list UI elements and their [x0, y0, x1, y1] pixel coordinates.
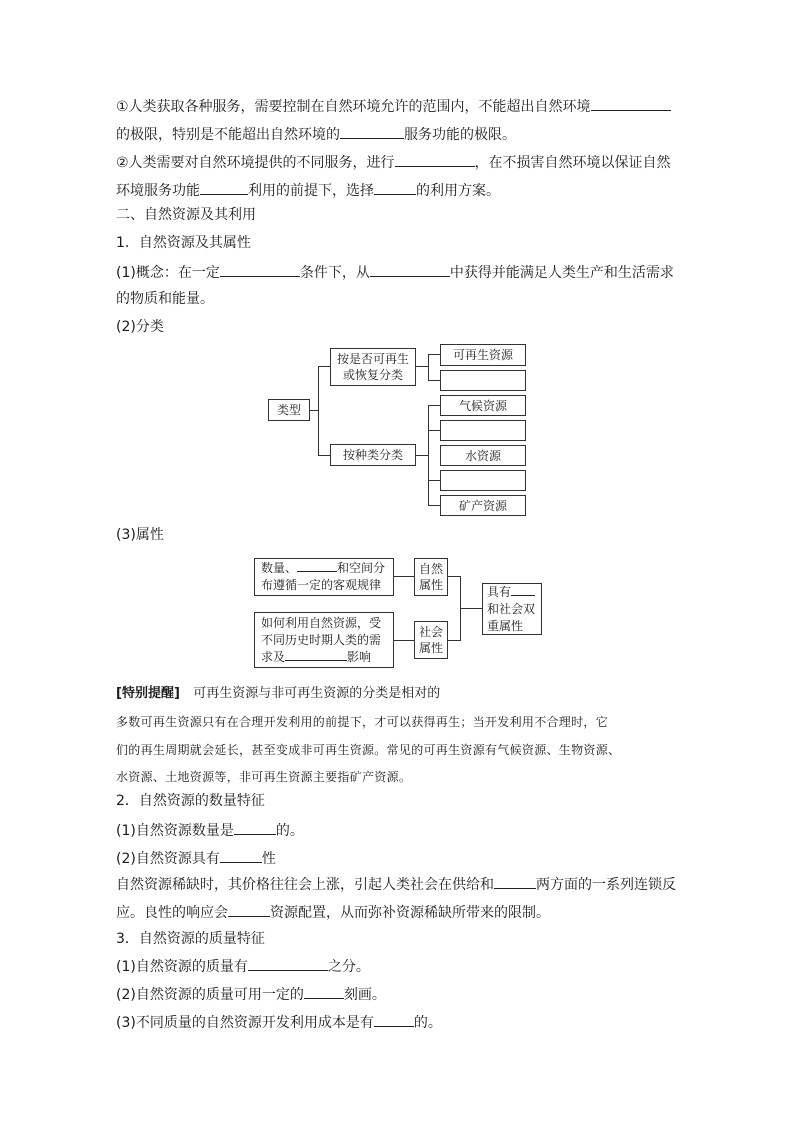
text: 的利用方案。 — [416, 183, 500, 199]
text: (3)不同质量的自然资源开发利用成本是有 — [116, 1015, 374, 1031]
text: 中获得并能满足人类生产和生活需求 — [449, 265, 674, 281]
quantity-1 — [116, 820, 304, 840]
text: (2)自然资源具有 — [116, 851, 220, 867]
fill-blank[interactable] — [220, 848, 262, 863]
text: 属性 — [418, 641, 443, 655]
natural-attr-box — [414, 558, 448, 596]
text: (1)自然资源数量是 — [116, 823, 234, 839]
quantity-3-line-2 — [116, 902, 550, 922]
connector — [428, 405, 429, 506]
branch-type-box: 按种类分类 — [330, 444, 416, 466]
tip-line-3: 水资源、土地资源等，非可再生资源主要指矿产资源。 — [116, 770, 412, 784]
text: 或恢复分类 — [342, 368, 403, 382]
connector — [448, 576, 460, 577]
connector — [318, 455, 330, 456]
connector — [428, 430, 440, 431]
section-heading: 二、自然资源及其利用 — [116, 207, 256, 223]
tip-line-2: 们的再生周期就会延长，甚至变成非可再生资源。常见的可再生资源有气候资源、生物资源、 — [116, 743, 621, 757]
leaf-box: 水资源 — [440, 445, 526, 466]
paragraph-2-line-2 — [116, 180, 500, 200]
connector — [318, 366, 330, 367]
text: 求及 — [261, 649, 286, 664]
leaf-box-blank[interactable] — [440, 470, 526, 491]
connector — [428, 405, 440, 406]
social-desc-box — [254, 612, 394, 668]
connector — [460, 608, 482, 609]
leaf-box-blank[interactable] — [440, 420, 526, 441]
text: 之分。 — [327, 959, 370, 975]
text: ，在不损害自然环境以保证自然 — [474, 155, 671, 171]
connector — [448, 640, 460, 641]
connector — [416, 366, 428, 367]
tip-header — [116, 684, 440, 703]
fill-blank[interactable] — [234, 820, 276, 835]
fill-blank[interactable] — [248, 956, 328, 971]
concept-line-1 — [116, 262, 674, 282]
text: (1)概念：在一定 — [116, 265, 220, 281]
connector — [428, 354, 429, 380]
text: 社会 — [418, 625, 443, 639]
fill-blank[interactable] — [395, 152, 475, 167]
connector — [428, 505, 440, 506]
social-attr-box — [414, 621, 448, 659]
text: 属性 — [418, 578, 443, 592]
fill-blank[interactable] — [370, 262, 450, 277]
connector — [428, 380, 440, 381]
connector — [310, 410, 318, 411]
text: 不同历史时期人类的需 — [261, 632, 382, 647]
dual-attr-box — [482, 583, 542, 635]
tip-line-1: 多数可再生资源只有在合理开发利用的前提下，才可以获得再生；当开发利用不合理时，它 — [116, 715, 609, 729]
text: 的。 — [413, 1015, 442, 1031]
fill-blank[interactable] — [200, 180, 248, 195]
text: 性 — [261, 851, 276, 867]
text: 和空间分 — [337, 561, 386, 575]
text: 影响 — [347, 649, 372, 664]
subheading-1: 1．自然资源及其属性 — [116, 235, 251, 251]
fill-blank[interactable] — [340, 124, 404, 139]
text: 资源配置，从而弥补资源稀缺所带来的限制。 — [270, 905, 550, 921]
leaf-box: 矿产资源 — [440, 495, 526, 516]
text: 环境服务功能 — [116, 183, 200, 199]
root-box: 类型 — [268, 399, 310, 421]
fill-blank[interactable] — [297, 560, 337, 572]
text: 的极限，特别是不能超出自然环境的 — [116, 127, 340, 143]
fill-blank[interactable] — [304, 984, 344, 999]
text: 数量、 — [261, 561, 298, 575]
text: 如何利用自然资源，受 — [261, 615, 382, 630]
leaf-box: 气候资源 — [440, 395, 526, 416]
quantity-3-line-1 — [116, 874, 676, 894]
text: 刻画。 — [343, 987, 386, 1003]
subheading-3: 3．自然资源的质量特征 — [116, 931, 265, 947]
concept-line-2: 的物质和能量。 — [116, 291, 214, 307]
classify-label: (2)分类 — [116, 319, 164, 335]
text: 的。 — [275, 823, 304, 839]
fill-blank[interactable] — [591, 96, 671, 111]
text: 应。良性的响应会 — [116, 905, 228, 921]
text: 自然资源稀缺时，其价格往往会上涨，引起人类社会在供给和 — [116, 877, 494, 893]
subheading-2: 2．自然资源的数量特征 — [116, 793, 265, 809]
text: ②人类需要对自然环境提供的不同服务，进行 — [116, 155, 395, 171]
fill-blank[interactable] — [285, 649, 347, 661]
paragraph-2-line-1 — [116, 152, 671, 172]
text: ①人类获取各种服务，需要控制在自然环境允许的范围内，不能超出自然环境 — [116, 99, 591, 115]
connector — [428, 480, 440, 481]
fill-blank[interactable] — [511, 584, 535, 596]
quality-2 — [116, 984, 386, 1004]
text: 重属性 — [487, 618, 524, 633]
fill-blank[interactable] — [228, 902, 270, 917]
quality-3 — [116, 1012, 442, 1032]
connector — [318, 366, 319, 455]
text: 按是否可再生 — [336, 352, 409, 366]
connector — [394, 576, 414, 577]
text: (2)自然资源的质量可用一定的 — [116, 987, 304, 1003]
connector — [416, 455, 428, 456]
connector — [394, 640, 414, 641]
fill-blank[interactable] — [494, 874, 536, 889]
paragraph-1-line-1 — [116, 96, 671, 116]
quality-1 — [116, 956, 370, 976]
text: 利用的前提下，选择 — [248, 183, 374, 199]
text: 具有 — [487, 584, 512, 599]
text: 布遵循一定的客观规律 — [261, 578, 382, 592]
fill-blank[interactable] — [374, 180, 416, 195]
quantity-2 — [116, 848, 276, 868]
attr-label: (3)属性 — [116, 527, 164, 543]
fill-blank[interactable] — [220, 262, 300, 277]
leaf-box-blank[interactable] — [440, 370, 526, 391]
text: 和社会双 — [487, 601, 536, 616]
text: (1)自然资源的质量有 — [116, 959, 248, 975]
branch-regenerate-box — [330, 348, 416, 386]
text: 条件下，从 — [299, 265, 370, 281]
text: 自然 — [418, 562, 443, 576]
tip-title-text: 可再生资源与非可再生资源的分类是相对的 — [193, 686, 441, 701]
natural-desc-box — [254, 558, 394, 596]
text: 服务功能的极限。 — [404, 127, 516, 143]
fill-blank[interactable] — [374, 1012, 414, 1027]
connector — [428, 354, 440, 355]
paragraph-1-line-2 — [116, 124, 516, 144]
text: 两方面的一系列连锁反 — [536, 877, 676, 893]
leaf-box: 可再生资源 — [440, 344, 526, 366]
tip-title: [特别提醒] — [116, 686, 180, 701]
